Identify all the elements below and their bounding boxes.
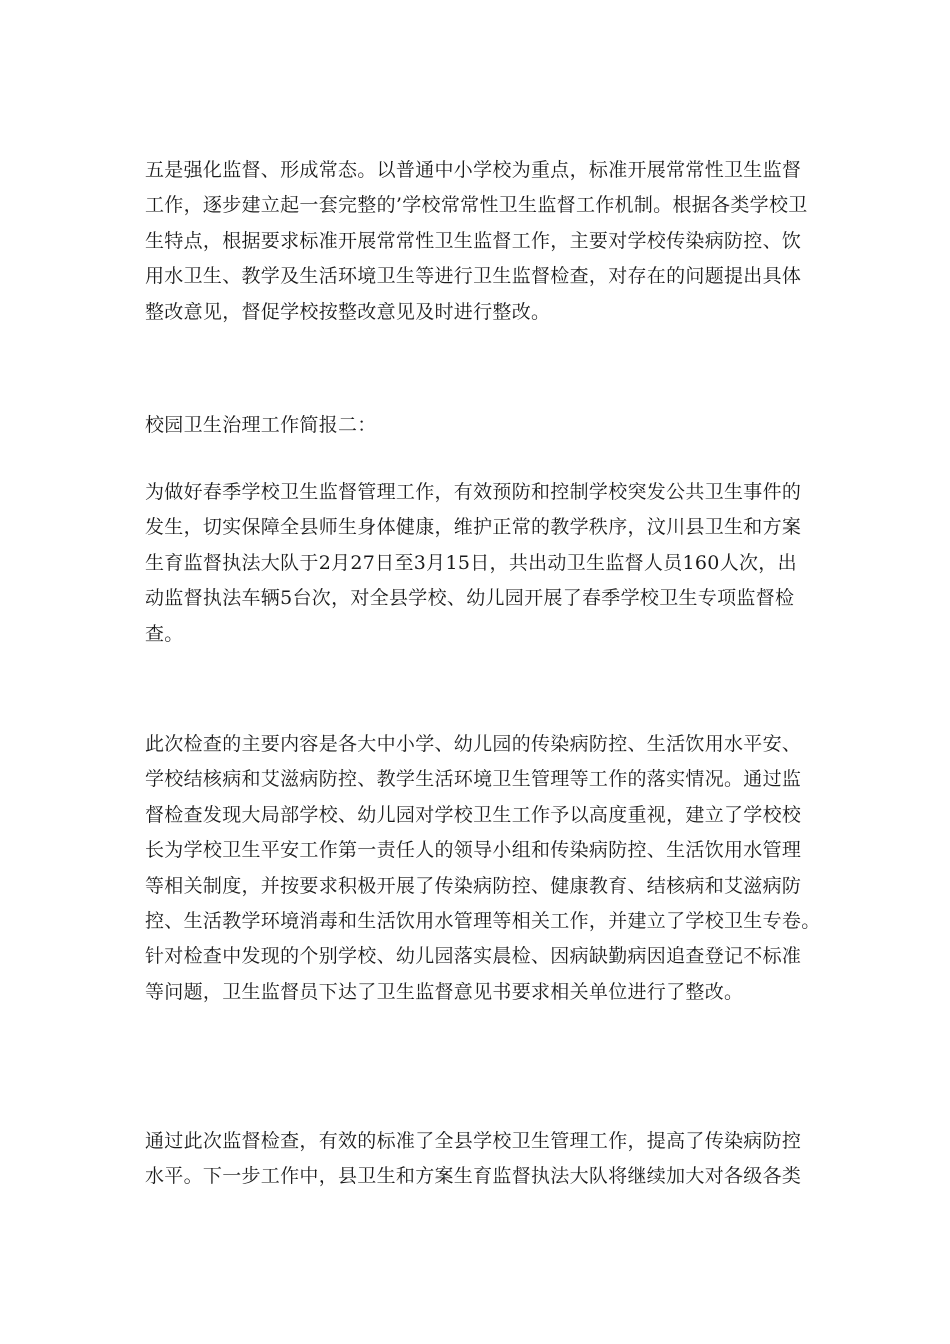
- text-line: 长为学校卫生平安工作第一责任人的领导小组和传染病防控、生活饮用水管理: [145, 839, 802, 862]
- paragraph-inspection-results: [145, 1124, 810, 1195]
- text-line: 工作，逐步建立起一套完整的’学校常常性卫生监督工作机制。根据各类学校卫: [145, 194, 808, 217]
- text-line: 此次检查的主要内容是各大中小学、幼儿园的传染病防控、生活饮用水平安、: [145, 733, 802, 755]
- text-line: 查。: [145, 622, 184, 645]
- text-line: 为做好春季学校卫生监督管理工作，有效预防和控制学校突发公共卫生事件的: [145, 481, 802, 503]
- text-line: 生特点，根据要求标准开展常常性卫生监督工作，主要对学校传染病防控、饮: [145, 229, 802, 252]
- text-line: 针对检查中发现的个别学校、幼儿园落实晨检、因病缺勤病因追查登记不标准: [145, 945, 802, 968]
- paragraph-inspection-content: [145, 727, 821, 1010]
- paragraph-spring-inspection: [145, 475, 810, 652]
- paragraph-strengthen-supervision: [145, 153, 810, 330]
- text-line: 整改意见，督促学校按整改意见及时进行整改。: [145, 300, 551, 323]
- text-line: 等问题，卫生监督员下达了卫生监督意见书要求相关单位进行了整改。: [145, 980, 744, 1003]
- heading-line: 校园卫生治理工作简报二：: [145, 414, 377, 436]
- text-line: 通过此次监督检查，有效的标准了全县学校卫生管理工作，提高了传染病防控: [145, 1130, 802, 1152]
- text-line: 动监督执法车辆5台次，对全县学校、幼儿园开展了春季学校卫生专项监督检: [145, 587, 795, 610]
- text-line: 生育监督执法大队于2月27日至3月15日，共出动卫生监督人员160人次，出: [145, 551, 797, 574]
- section-heading-bulletin-two: [145, 408, 810, 443]
- text-line: 水平。下一步工作中，县卫生和方案生育监督执法大队将继续加大对各级各类: [145, 1165, 802, 1188]
- text-line: 控、生活教学环境消毒和生活饮用水管理等相关工作，并建立了学校卫生专卷。: [145, 910, 821, 933]
- text-line: 用水卫生、教学及生活环境卫生等进行卫生监督检查，对存在的问题提出具体: [145, 265, 802, 288]
- text-line: 五是强化监督、形成常态。以普通中小学校为重点，标准开展常常性卫生监督: [145, 159, 802, 181]
- text-line: 学校结核病和艾滋病防控、教学生活环境卫生管理等工作的落实情况。通过监: [145, 768, 802, 791]
- text-line: 等相关制度，并按要求积极开展了传染病防控、健康教育、结核病和艾滋病防: [145, 874, 802, 897]
- text-line: 督检查发现大局部学校、幼儿园对学校卫生工作予以高度重视，建立了学校校: [145, 803, 802, 826]
- text-line: 发生，切实保障全县师生身体健康，维护正常的教学秩序，汶川县卫生和方案: [145, 516, 802, 539]
